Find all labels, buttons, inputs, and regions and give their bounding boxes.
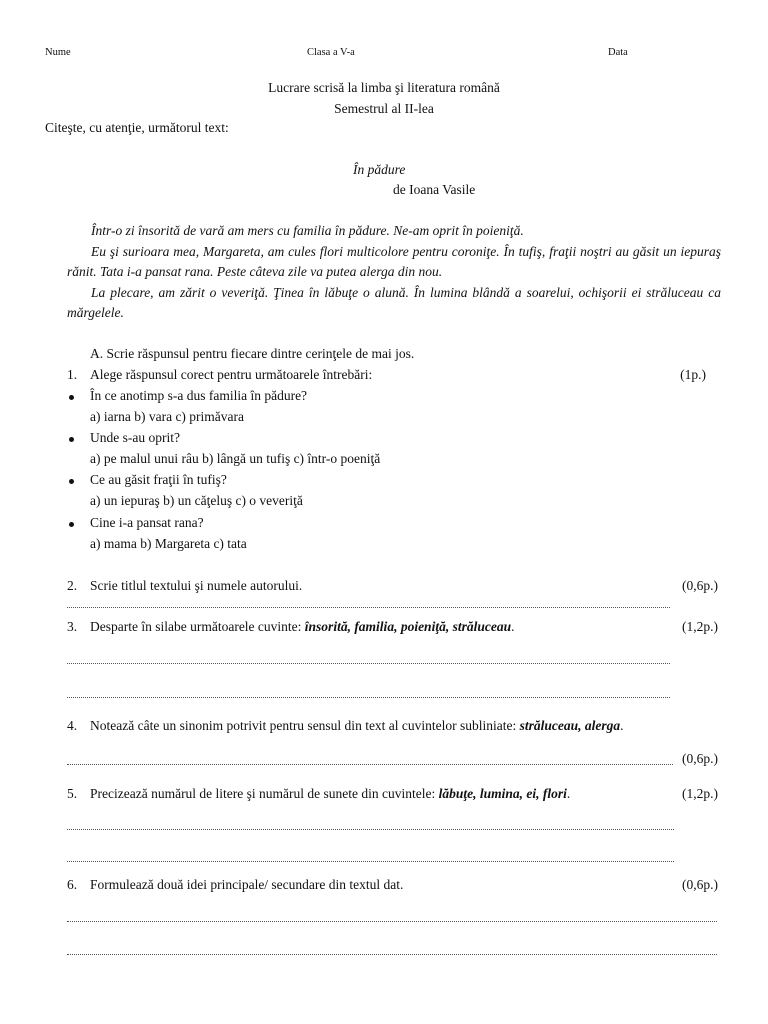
story-title: În pădure <box>353 162 406 177</box>
bullet-icon <box>69 522 74 527</box>
subquestion: Cine i-a pansat rana? <box>90 515 204 530</box>
story-paragraph: Eu şi surioara mea, Margareta, am cules flori multicolore pentru coroniţe. În tufiş, fraţii noştri au găsit un iepuraş rănit. Tata i-a pansat rana. Peste câteva zile va putea alerga din nou. <box>67 243 721 279</box>
question-5-end: . <box>566 786 571 801</box>
question-3-text <box>90 619 514 635</box>
question-number: 2. <box>67 578 78 593</box>
semester-title: Semestrul al II-lea <box>334 101 434 116</box>
story-paragraph: La plecare, am zărit o veveriţă. Ţinea în lăbuţe o alună. În lumina blândă a soarelui, ochişorii ei străluceau ca mărgelele. <box>67 284 721 320</box>
date-label: Data <box>608 47 628 58</box>
subquestion: Ce au găsit fraţii în tufiş? <box>90 472 227 487</box>
answer-line[interactable] <box>67 829 674 830</box>
question-3-prompt: Desparte în silabe următoarele cuvinte: <box>90 619 305 634</box>
question-5-text <box>90 786 570 802</box>
answer-line[interactable] <box>67 697 670 698</box>
question-5-words: lăbuţe, lumina, ei, flori <box>438 786 567 801</box>
answer-options: a) mama b) Margareta c) tata <box>90 536 247 551</box>
answer-line[interactable] <box>67 954 717 955</box>
answer-line[interactable] <box>67 921 717 922</box>
question-number: 3. <box>67 619 78 634</box>
reading-instruction: Citeşte, cu atenţie, următorul text: <box>45 120 229 135</box>
class-label: Clasa a V-a <box>307 47 355 58</box>
question-1-text: Alege răspunsul corect pentru următoarele întrebări: <box>90 367 373 382</box>
answer-options: a) iarna b) vara c) primăvara <box>90 409 245 424</box>
answer-options: a) un iepuraş b) un căţeluş c) o veveriţă <box>90 493 303 508</box>
story-text <box>67 221 721 324</box>
question-number: 4. <box>67 718 78 733</box>
bullet-icon <box>69 479 74 484</box>
section-a-heading: A. Scrie răspunsul pentru fiecare dintre cerinţele de mai jos. <box>90 346 415 361</box>
answer-line[interactable] <box>67 607 670 608</box>
test-title: Lucrare scrisă la limba şi literatura română <box>268 80 500 95</box>
bullet-icon <box>69 437 74 442</box>
question-4-points: (0,6p.) <box>682 751 718 766</box>
story-paragraph: Într-o zi însorită de vară am mers cu familia în pădure. Ne-am oprit în poieniţă. <box>91 223 524 238</box>
question-3-words: însorită, familia, poieniţă, străluceau <box>304 619 512 634</box>
question-3-points: (1,2p.) <box>682 619 718 634</box>
story-author: de Ioana Vasile <box>393 182 476 197</box>
question-3-end: . <box>511 619 515 634</box>
question-4-prompt: Notează câte un sinonim potrivit pentru sensul din text al cuvintelor subliniate: <box>90 718 520 733</box>
question-number: 5. <box>67 786 78 801</box>
question-1-points: (1p.) <box>680 367 706 382</box>
question-4-end: . <box>620 718 624 733</box>
question-number: 6. <box>67 877 78 892</box>
question-5-prompt: Precizează numărul de litere şi numărul de sunete din cuvintele: <box>90 786 439 801</box>
subquestion: Unde s-au oprit? <box>90 430 180 445</box>
question-6-text: Formulează două idei principale/ secundare din textul dat. <box>90 877 404 892</box>
question-6-points: (0,6p.) <box>682 877 718 892</box>
subquestion: În ce anotimp s-a dus familia în pădure? <box>90 388 308 403</box>
question-4-words: străluceau, alerga <box>519 718 621 733</box>
bullet-icon <box>69 395 74 400</box>
answer-line[interactable] <box>67 764 673 765</box>
answer-options: a) pe malul unui râu b) lângă un tufiş c) într-o poeniţă <box>90 451 381 466</box>
question-number: 1. <box>67 367 78 382</box>
question-2-points: (0,6p.) <box>682 578 718 593</box>
name-label: Nume <box>45 47 71 58</box>
question-5-points: (1,2p.) <box>682 786 718 801</box>
question-2-text: Scrie titlul textului şi numele autorului. <box>90 578 303 593</box>
answer-line[interactable] <box>67 663 670 664</box>
question-4-text <box>90 718 624 734</box>
answer-line[interactable] <box>67 861 674 862</box>
